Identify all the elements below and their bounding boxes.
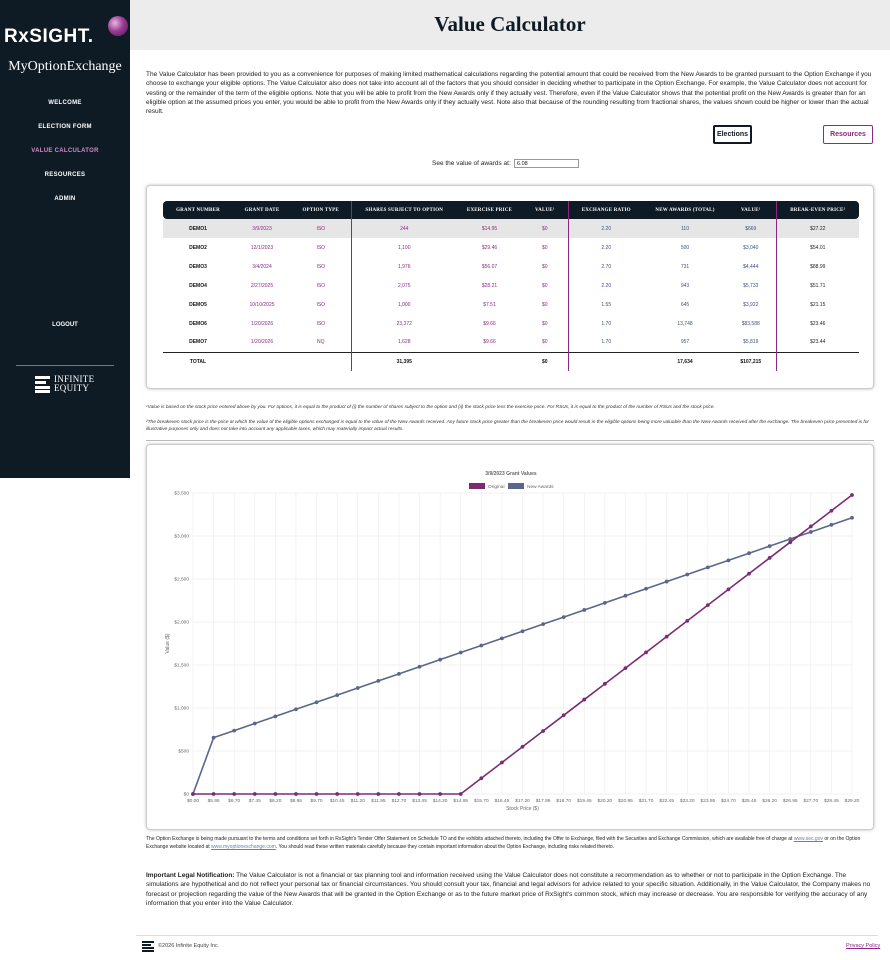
legal-notification xyxy=(146,871,874,908)
series-point-0 xyxy=(397,792,401,796)
series-point-0 xyxy=(500,761,504,765)
y-tick-label: $500 xyxy=(178,749,189,755)
cell-grant-date: 1/20/2026 xyxy=(250,339,274,346)
series-point-1 xyxy=(356,686,360,690)
cell-grant-date: 3/4/2024 xyxy=(252,263,272,270)
stock-price-label: See the value of awards at: xyxy=(432,160,511,167)
x-tick-label: $20.95 xyxy=(618,799,633,804)
sec-link[interactable]: www.sec.gov xyxy=(793,836,823,842)
cell-new-value: $4,444 xyxy=(743,263,759,270)
table-row xyxy=(163,276,859,295)
total-shares: 31,395 xyxy=(351,352,457,371)
intro-text: The Value Calculator has been provided to you as a convenience for purposes of making limited mathematical calculations regarding the potential amount that could be received from the New Awards to be granted pursuant to the Option Exchange if you choose to exchange your eligible options. The Value Calculator also does not take into account all of the factors that you should consider in deciding whether to participate in the Option Exchange. For example, the Value Calculator does not account for vesting or the remainder of the term of the eligible options. Note that you will be able to profit from the New Awards only if they actually vest. Therefore, even if the Value Calculator shows that the potential profit on the New Awards is greater than for an eligible option at the assumed prices you enter, you would be able to profit from the New Awards only if they actually vest. Note also that because of the rounding resulting from fractional shares, the values shown could be higher or lower than the actual result. xyxy=(146,71,872,116)
legend-label-0: Original xyxy=(488,485,505,490)
nav-value-calculator[interactable]: VALUE CALCULATOR xyxy=(31,148,99,154)
series-point-0 xyxy=(315,792,319,796)
page-header xyxy=(130,0,890,50)
y-tick-label: $3,000 xyxy=(174,534,189,540)
cell-new-value: $3,922 xyxy=(743,301,759,308)
rxsight-logo xyxy=(4,16,128,50)
x-tick-label: $24.70 xyxy=(721,799,736,804)
series-point-0 xyxy=(727,588,731,592)
series-point-0 xyxy=(232,792,236,796)
series-point-0 xyxy=(624,666,628,670)
legal-heading: Important Legal Notification: xyxy=(146,872,235,879)
series-point-1 xyxy=(747,551,751,555)
cell-option-type: ISO xyxy=(316,263,326,270)
cell-grant-number: DEMO2 xyxy=(189,244,207,251)
footer-logo-icon xyxy=(142,941,154,952)
cell-grant-date: 1/20/2026 xyxy=(250,320,274,327)
cell-value: $0 xyxy=(541,282,548,289)
stock-price-input[interactable] xyxy=(514,159,579,168)
footnote-1: ¹Value is based on the stock price entered above by you. For options, it is equal to the product of (i) the number of shares subject to the option and (ii) the stock price less the exercise price. For RSUs, it is equal to the product of the number of RSUs and the stock price. xyxy=(146,405,715,410)
nav-resources[interactable]: RESOURCES xyxy=(44,172,86,178)
x-tick-label: $6.70 xyxy=(228,799,241,804)
cell-exercise-price: $9.66 xyxy=(483,339,496,346)
series-point-1 xyxy=(212,736,216,740)
footnote-divider xyxy=(146,440,874,441)
cell-shares: 23,372 xyxy=(351,314,457,333)
page-title: Value Calculator xyxy=(434,12,586,36)
series-point-0 xyxy=(809,525,813,529)
series-point-1 xyxy=(541,622,545,626)
legal-text: The Value Calculator is not a financial or tax planning tool and information received using the Value Calculator does not constitute a recommendation as to whether or not to participate in the Option Exchange. The simulations are hypothetical and do not reflect your personal tax or financial circumstances. You should consult your tax, financial and legal advisors for advice related to your specific situation. Additionally, in the Value Calculator, the Company makes no forecast or projection regarding the value of the New Awards that will be granted in the Option Exchange or as to the future market price of RxSight's common stock, which may increase or decrease. You are responsible for verifying the accuracy of any information that you enter into the Value Calculator. xyxy=(146,872,871,907)
series-point-0 xyxy=(788,540,792,544)
series-point-1 xyxy=(438,658,442,662)
x-tick-label: $10.45 xyxy=(329,799,345,804)
grants-table xyxy=(163,201,859,371)
x-tick-label: $22.45 xyxy=(659,799,674,804)
elections-button[interactable]: Elections xyxy=(713,125,752,144)
cell-new-value: $83,588 xyxy=(741,320,760,327)
total-value: $0 xyxy=(522,352,568,371)
x-tick-label: $26.20 xyxy=(762,799,777,804)
series-point-0 xyxy=(850,493,854,497)
footnote-2: ²The breakeven stock price is the price at which the value of the eligible options exchanged is equal to the value of the New Awards received. Any future stock price greater than the breakeven price would result in the eligible options being more valuable than the New Awards received after the exchange. The breakeven price presented is for illustrative purposes only and does not take into account any applicable taxes, which may materially impact actual results. xyxy=(146,420,869,432)
cell-shares: 244 xyxy=(351,219,457,238)
col-grant-date: GRANT DATE xyxy=(233,201,291,219)
cell-option-type: ISO xyxy=(316,244,326,251)
series-point-1 xyxy=(644,587,648,591)
y-tick-label: $0 xyxy=(183,792,189,798)
x-tick-label: $23.20 xyxy=(679,799,695,804)
series-point-0 xyxy=(603,682,607,686)
cell-grant-number: DEMO1 xyxy=(163,219,233,238)
x-tick-label: $13.45 xyxy=(412,799,427,804)
grant-values-chart xyxy=(147,445,875,831)
cell-grant-date: 10/10/2025 xyxy=(249,301,275,308)
series-point-0 xyxy=(212,792,216,796)
x-tick-label: $21.70 xyxy=(638,799,654,804)
sidebar-divider xyxy=(16,365,114,366)
x-tick-label: $8.20 xyxy=(269,799,282,804)
cell-new-awards: 943 xyxy=(680,282,690,289)
cell-grant-number: DEMO7 xyxy=(189,339,207,346)
cell-option-type: ISO xyxy=(291,219,351,238)
series-point-1 xyxy=(376,679,380,683)
cell-new-awards: 13,748 xyxy=(677,320,693,327)
x-tick-label: $0.00 xyxy=(186,799,200,804)
series-point-0 xyxy=(768,556,772,560)
series-point-1 xyxy=(562,615,566,619)
cell-value: $0 xyxy=(541,244,548,251)
total-empty-cell xyxy=(233,352,291,371)
cell-grant-number: DEMO3 xyxy=(189,263,207,270)
total-new-awards: 17,634 xyxy=(644,352,726,371)
series-point-1 xyxy=(397,672,401,676)
x-tick-label: $27.70 xyxy=(803,799,819,804)
infinite-equity-wordmark: INFINITE EQUITY xyxy=(54,374,95,393)
total-new-value: $107,215 xyxy=(726,352,776,371)
y-tick-label: $2,500 xyxy=(174,577,189,583)
col-exercise-price: EXERCISE PRICE xyxy=(457,201,522,219)
cell-grant-number: DEMO4 xyxy=(189,282,207,289)
series-point-0 xyxy=(418,792,422,796)
table-row xyxy=(163,219,859,238)
cell-exercise-price: $28.21 xyxy=(481,282,498,289)
x-tick-label: $29.20 xyxy=(844,799,860,804)
cell-new-value: $5,819 xyxy=(743,339,759,346)
nav-welcome[interactable]: WELCOME xyxy=(48,100,82,106)
cell-break-even: $23.46 xyxy=(776,314,859,333)
y-tick-label: $3,500 xyxy=(174,491,189,497)
cell-new-awards: 731 xyxy=(680,263,690,270)
cell-break-even: $23.44 xyxy=(776,333,859,352)
copyright: ©2026 Infinite Equity Inc. xyxy=(158,943,220,949)
cell-exercise-price: $14.95 xyxy=(457,219,522,238)
logo-orb-icon xyxy=(108,16,128,36)
series-point-1 xyxy=(768,544,772,548)
col-value: VALUE¹ xyxy=(522,201,568,219)
table-total-row xyxy=(163,352,859,371)
col-break-even: BREAK-EVEN PRICE² xyxy=(776,201,859,219)
x-tick-label: $15.70 xyxy=(473,799,489,804)
series-point-0 xyxy=(644,650,648,654)
series-point-1 xyxy=(232,729,236,733)
y-tick-label: $1,000 xyxy=(174,706,189,712)
cell-grant-date: 12/1/2023 xyxy=(250,244,274,251)
x-tick-label: $26.95 xyxy=(782,799,798,804)
y-axis-label: Value ($) xyxy=(165,633,171,654)
col-shares: SHARES SUBJECT TO OPTION xyxy=(351,201,457,219)
series-point-1 xyxy=(706,565,710,569)
series-point-0 xyxy=(273,792,277,796)
cell-value: $0 xyxy=(541,339,548,346)
table-header-row xyxy=(163,201,859,219)
cell-exchange-ratio: 2.20 xyxy=(568,238,644,257)
legend-swatch-1 xyxy=(508,483,524,489)
table-row xyxy=(163,333,859,352)
cell-option-type: ISO xyxy=(316,301,326,308)
cell-exercise-price: $9.66 xyxy=(483,320,496,327)
legend-label-1: New Awards xyxy=(527,485,554,490)
cell-exercise-price: $29.46 xyxy=(481,244,498,251)
app-name: MyOptionExchange xyxy=(8,59,122,74)
table-row xyxy=(163,238,859,257)
series-point-1 xyxy=(830,523,834,527)
col-new-awards: NEW AWARDS (TOTAL) xyxy=(644,201,726,219)
logo-text: RxSIGHT. xyxy=(4,26,94,47)
series-point-0 xyxy=(479,776,483,780)
cell-option-type: ISO xyxy=(316,320,326,327)
series-point-1 xyxy=(521,629,525,633)
privacy-policy-link[interactable]: Privacy Policy xyxy=(846,943,881,949)
legend-swatch-0 xyxy=(469,483,485,489)
series-point-1 xyxy=(624,594,628,598)
series-point-1 xyxy=(294,707,298,711)
grant-values-chart-card xyxy=(146,444,874,830)
cell-value: $0 xyxy=(541,263,548,270)
y-tick-label: $1,500 xyxy=(174,663,189,669)
series-point-0 xyxy=(191,792,195,796)
cell-exchange-ratio: 1.70 xyxy=(568,314,644,333)
cell-break-even: $27.22 xyxy=(776,219,859,238)
cell-break-even: $51.71 xyxy=(776,276,859,295)
series-point-0 xyxy=(376,792,380,796)
cell-break-even: $54.01 xyxy=(776,238,859,257)
cell-new-awards: 957 xyxy=(680,339,690,346)
series-point-1 xyxy=(500,636,504,640)
series-point-0 xyxy=(541,729,545,733)
cell-new-awards: 110 xyxy=(644,219,726,238)
series-point-0 xyxy=(830,509,834,513)
grants-table-card xyxy=(146,185,874,389)
x-tick-label: $7.45 xyxy=(248,799,261,804)
x-tick-label: $9.70 xyxy=(310,799,323,804)
footer-divider xyxy=(136,935,878,936)
x-tick-label: $19.45 xyxy=(576,799,592,804)
series-point-1 xyxy=(253,722,257,726)
series-point-0 xyxy=(294,792,298,796)
x-tick-label: $16.45 xyxy=(494,799,510,804)
cell-value: $0 xyxy=(541,320,548,327)
series-point-0 xyxy=(562,713,566,717)
total-empty-cell xyxy=(457,352,522,371)
cell-new-awards: 500 xyxy=(680,244,690,251)
series-point-1 xyxy=(809,530,813,534)
cell-new-awards: 645 xyxy=(680,301,690,308)
cell-grant-number: DEMO6 xyxy=(189,320,207,327)
x-tick-label: $14.20 xyxy=(432,799,448,804)
cell-value: $0 xyxy=(522,219,568,238)
x-tick-label: $11.20 xyxy=(350,799,365,804)
series-point-0 xyxy=(747,572,751,576)
x-tick-label: $12.70 xyxy=(391,799,407,804)
x-axis-label: Stock Price ($) xyxy=(506,806,539,812)
x-tick-label: $17.20 xyxy=(515,799,530,804)
total-label: TOTAL xyxy=(163,352,233,371)
series-point-1 xyxy=(479,644,483,648)
cell-exchange-ratio: 1.55 xyxy=(568,295,644,314)
cell-new-value: $5,733 xyxy=(743,282,759,289)
series-point-1 xyxy=(850,516,854,520)
x-tick-label: $20.20 xyxy=(597,799,613,804)
series-point-0 xyxy=(521,745,525,749)
cell-new-value: $669 xyxy=(726,219,776,238)
x-tick-label: $23.95 xyxy=(700,799,716,804)
cell-value: $0 xyxy=(541,301,548,308)
series-point-0 xyxy=(459,792,463,796)
cell-exercise-price: $7.51 xyxy=(483,301,496,308)
cell-exchange-ratio: 2.20 xyxy=(568,219,644,238)
exchange-website-link[interactable]: www.myoptionexchange.com xyxy=(211,844,276,850)
table-row xyxy=(163,257,859,276)
col-option-type: OPTION TYPE xyxy=(291,201,351,219)
nav-election-form[interactable]: ELECTION FORM xyxy=(38,124,92,130)
cell-shares: 1,100 xyxy=(351,238,457,257)
series-point-1 xyxy=(603,601,607,605)
series-point-0 xyxy=(335,792,339,796)
infinite-equity-mark-icon xyxy=(35,376,50,393)
series-point-0 xyxy=(665,635,669,639)
nav-admin[interactable]: ADMIN xyxy=(54,196,76,202)
cell-shares: 1,976 xyxy=(351,257,457,276)
col-exchange-ratio: EXCHANGE RATIO xyxy=(568,201,644,219)
total-empty-cell xyxy=(776,352,859,371)
total-empty-cell xyxy=(291,352,351,371)
cell-shares: 1,628 xyxy=(351,333,457,352)
series-point-1 xyxy=(315,700,319,704)
cell-exchange-ratio: 2.70 xyxy=(568,257,644,276)
series-point-1 xyxy=(582,608,586,612)
cell-grant-date: 3/9/2023 xyxy=(233,219,291,238)
x-tick-label: $11.95 xyxy=(371,799,386,804)
logout-link[interactable]: LOGOUT xyxy=(52,322,78,328)
cell-option-type: ISO xyxy=(316,282,326,289)
table-row xyxy=(163,295,859,314)
table-row xyxy=(163,314,859,333)
series-point-0 xyxy=(253,792,257,796)
col-new-value: VALUE¹ xyxy=(726,201,776,219)
series-point-1 xyxy=(335,693,339,697)
x-tick-label: $28.45 xyxy=(824,799,839,804)
exchange-disclaimer: The Option Exchange is being made pursuant to the terms and conditions set forth in RxSight's Tender Offer Statement on Schedule TO and the exhibits attached thereto, including the Offer to Exchange, filed with the Securities and Exchange Commission, which are available free of charge at www.sec.gov or on the Option Exchange website located at www.myoptionexchange.com. You should read these written materials carefully because they contain important information about the Option Exchange, including risks related thereto. xyxy=(146,836,861,850)
chart-title: 3/9/2023 Grant Values xyxy=(485,471,537,477)
cell-break-even: $88.99 xyxy=(776,257,859,276)
infinite-equity-logo xyxy=(35,375,105,395)
cell-exchange-ratio: 2.20 xyxy=(568,276,644,295)
series-point-0 xyxy=(685,619,689,623)
x-tick-label: $17.95 xyxy=(535,799,551,804)
cell-break-even: $21.15 xyxy=(776,295,859,314)
series-point-1 xyxy=(665,580,669,584)
sidebar xyxy=(0,0,130,478)
cell-option-type: NQ xyxy=(317,339,325,346)
total-empty-cell xyxy=(568,352,644,371)
x-tick-label: $18.70 xyxy=(556,799,572,804)
cell-grant-date: 2/27/2025 xyxy=(250,282,274,289)
x-tick-label: $8.95 xyxy=(289,799,302,804)
col-grant-number: GRANT NUMBER xyxy=(163,201,233,219)
series-point-1 xyxy=(727,558,731,562)
series-point-1 xyxy=(459,651,463,655)
cell-shares: 2,075 xyxy=(351,276,457,295)
cell-exercise-price: $56.07 xyxy=(481,263,498,270)
series-point-0 xyxy=(706,603,710,607)
cell-shares: 1,000 xyxy=(351,295,457,314)
x-tick-label: $25.45 xyxy=(741,799,757,804)
series-point-1 xyxy=(685,573,689,577)
series-point-1 xyxy=(418,665,422,669)
series-point-0 xyxy=(438,792,442,796)
cell-new-value: $3,040 xyxy=(743,244,759,251)
y-tick-label: $2,000 xyxy=(174,620,189,626)
series-point-1 xyxy=(273,715,277,719)
resources-button[interactable]: Resources xyxy=(823,125,873,144)
x-tick-label: $5.95 xyxy=(207,799,220,804)
series-point-0 xyxy=(356,792,360,796)
x-tick-label: $14.95 xyxy=(453,799,469,804)
series-point-0 xyxy=(582,698,586,702)
cell-grant-number: DEMO5 xyxy=(189,301,207,308)
cell-exchange-ratio: 1.70 xyxy=(568,333,644,352)
